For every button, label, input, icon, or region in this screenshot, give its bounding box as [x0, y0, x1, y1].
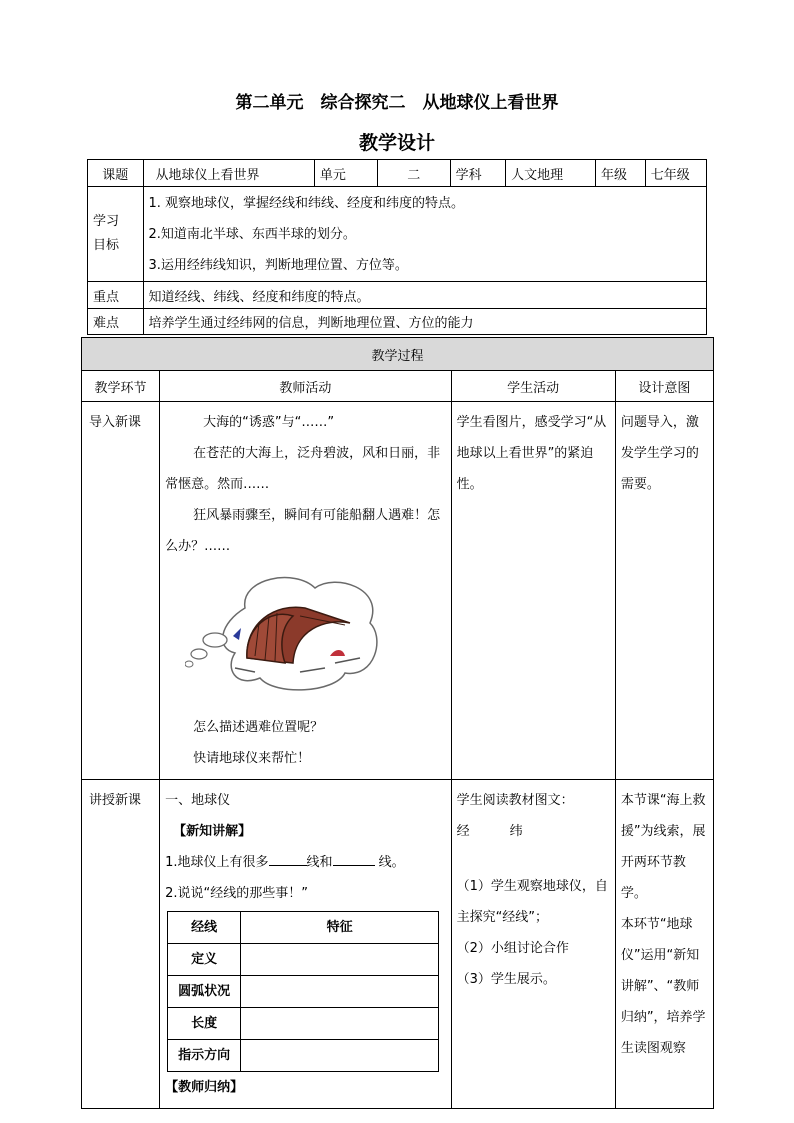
cell-empty [241, 1040, 439, 1072]
process-table [81, 337, 714, 1109]
intent-part-2: 本环节“地球仪”运用“新知讲解”、“教师归纳”，培养学生读图观察 [620, 917, 706, 1056]
q1-part-c: 线。 [374, 855, 405, 870]
col-student-header: 学生活动 [451, 371, 615, 402]
unit-value: 二 [377, 160, 450, 187]
difficulty-label: 难点 [88, 309, 144, 335]
col-teacher-header: 教师活动 [160, 371, 451, 402]
topic-value: 从地球仪上看世界 [143, 160, 314, 187]
student-step-3: （3）学生展示。 [456, 972, 556, 987]
intent-teach [615, 780, 713, 1109]
intro-heading: 大海的“诱惑”与“……” [203, 415, 335, 430]
student-intro: 学生看图片，感受学习“从地球以上看世界”的紧迫性。 [451, 402, 615, 780]
q1-part-b: 线和 [306, 855, 333, 870]
key-point-label: 重点 [88, 282, 144, 309]
shipwreck-image [185, 568, 385, 708]
student-step-1: （1）学生观察地球仪，自主探究“经线”； [456, 879, 608, 925]
col-intent-header: 设计意图 [615, 371, 713, 402]
student-terms [457, 816, 610, 847]
stage-intro: 导入新课 [82, 402, 160, 780]
q1-part-a: 1.地球仪上有很多 [165, 855, 269, 870]
question-2: 2.说说“经线的那些事！” [165, 886, 308, 901]
cell-empty [241, 944, 439, 976]
section-heading: 一、地球仪 [165, 793, 231, 808]
goal-list [143, 187, 707, 282]
document-subtitle: 教学设计 [358, 132, 435, 154]
goal-label-line2: 目标 [93, 238, 120, 253]
meridian-table [167, 911, 439, 1072]
stage-teach: 讲授新课 [82, 780, 160, 1109]
intro-cta: 快请地球仪来帮忙！ [193, 751, 311, 766]
subject-label: 学科 [450, 160, 506, 187]
teacher-teach [160, 780, 451, 1109]
grade-value: 七年级 [645, 160, 706, 187]
info-table [87, 159, 707, 335]
row-arc: 圆弧状况 [168, 976, 241, 1008]
row-direction: 指示方向 [168, 1040, 241, 1072]
term-longitude: 经 [456, 824, 470, 839]
intro-paragraph: 狂风暴雨骤至，瞬间有可能船翻人遇难！怎么办？…… [165, 508, 441, 554]
goal-label [88, 187, 144, 282]
intro-question: 怎么描述遇难位置呢？ [193, 720, 324, 735]
student-read: 学生阅读教材图文： [456, 793, 574, 808]
goal-label-line1: 学习 [93, 214, 120, 229]
difficulty-value: 培养学生通过经纬网的信息，判断地理位置、方位的能力 [143, 309, 707, 335]
cell-empty [241, 1008, 439, 1040]
subject-value: 人文地理 [506, 160, 596, 187]
goal-item: 3.运用经纬线知识，判断地理位置、方位等。 [148, 257, 408, 273]
unit-label: 单元 [314, 160, 377, 187]
goal-item: 2.知道南北半球、东西半球的划分。 [148, 226, 356, 242]
feature-col-header: 特征 [241, 912, 439, 944]
student-step-2: （2）小组讨论合作 [456, 941, 569, 956]
intro-paragraph: 在苍茫的大海上，泛舟碧波，风和日丽，非常惬意。然而…… [165, 446, 441, 492]
student-teach [451, 780, 615, 1109]
grade-label: 年级 [595, 160, 645, 187]
col-stage-header: 教学环节 [82, 371, 160, 402]
storm-illustration [165, 562, 445, 712]
row-definition: 定义 [168, 944, 241, 976]
topic-label: 课题 [88, 160, 144, 187]
intent-part-1: 本节课“海上救援”为线索，展开两环节教学。 [620, 793, 706, 901]
new-knowledge-label: 【新知讲解】 [173, 824, 252, 839]
goal-item: 1. 观察地球仪，掌握经线和纬线、经度和纬度的特点。 [148, 195, 465, 211]
teacher-intro [160, 402, 451, 780]
meridian-col-header: 经线 [168, 912, 241, 944]
blank-1 [269, 853, 307, 866]
teacher-summary-label: 【教师归纳】 [165, 1080, 244, 1095]
document-title: 第二单元 综合探究二 从地球仪上看世界 [235, 93, 559, 113]
fill-in-question [165, 847, 445, 878]
intent-intro: 问题导入，激发学生学习的需要。 [615, 402, 713, 780]
row-length: 长度 [168, 1008, 241, 1040]
term-latitude: 纬 [509, 824, 523, 839]
process-header: 教学过程 [82, 338, 714, 371]
blank-2 [333, 853, 375, 866]
key-point-value: 知道经线、纬线、经度和纬度的特点。 [143, 282, 707, 309]
cell-empty [241, 976, 439, 1008]
